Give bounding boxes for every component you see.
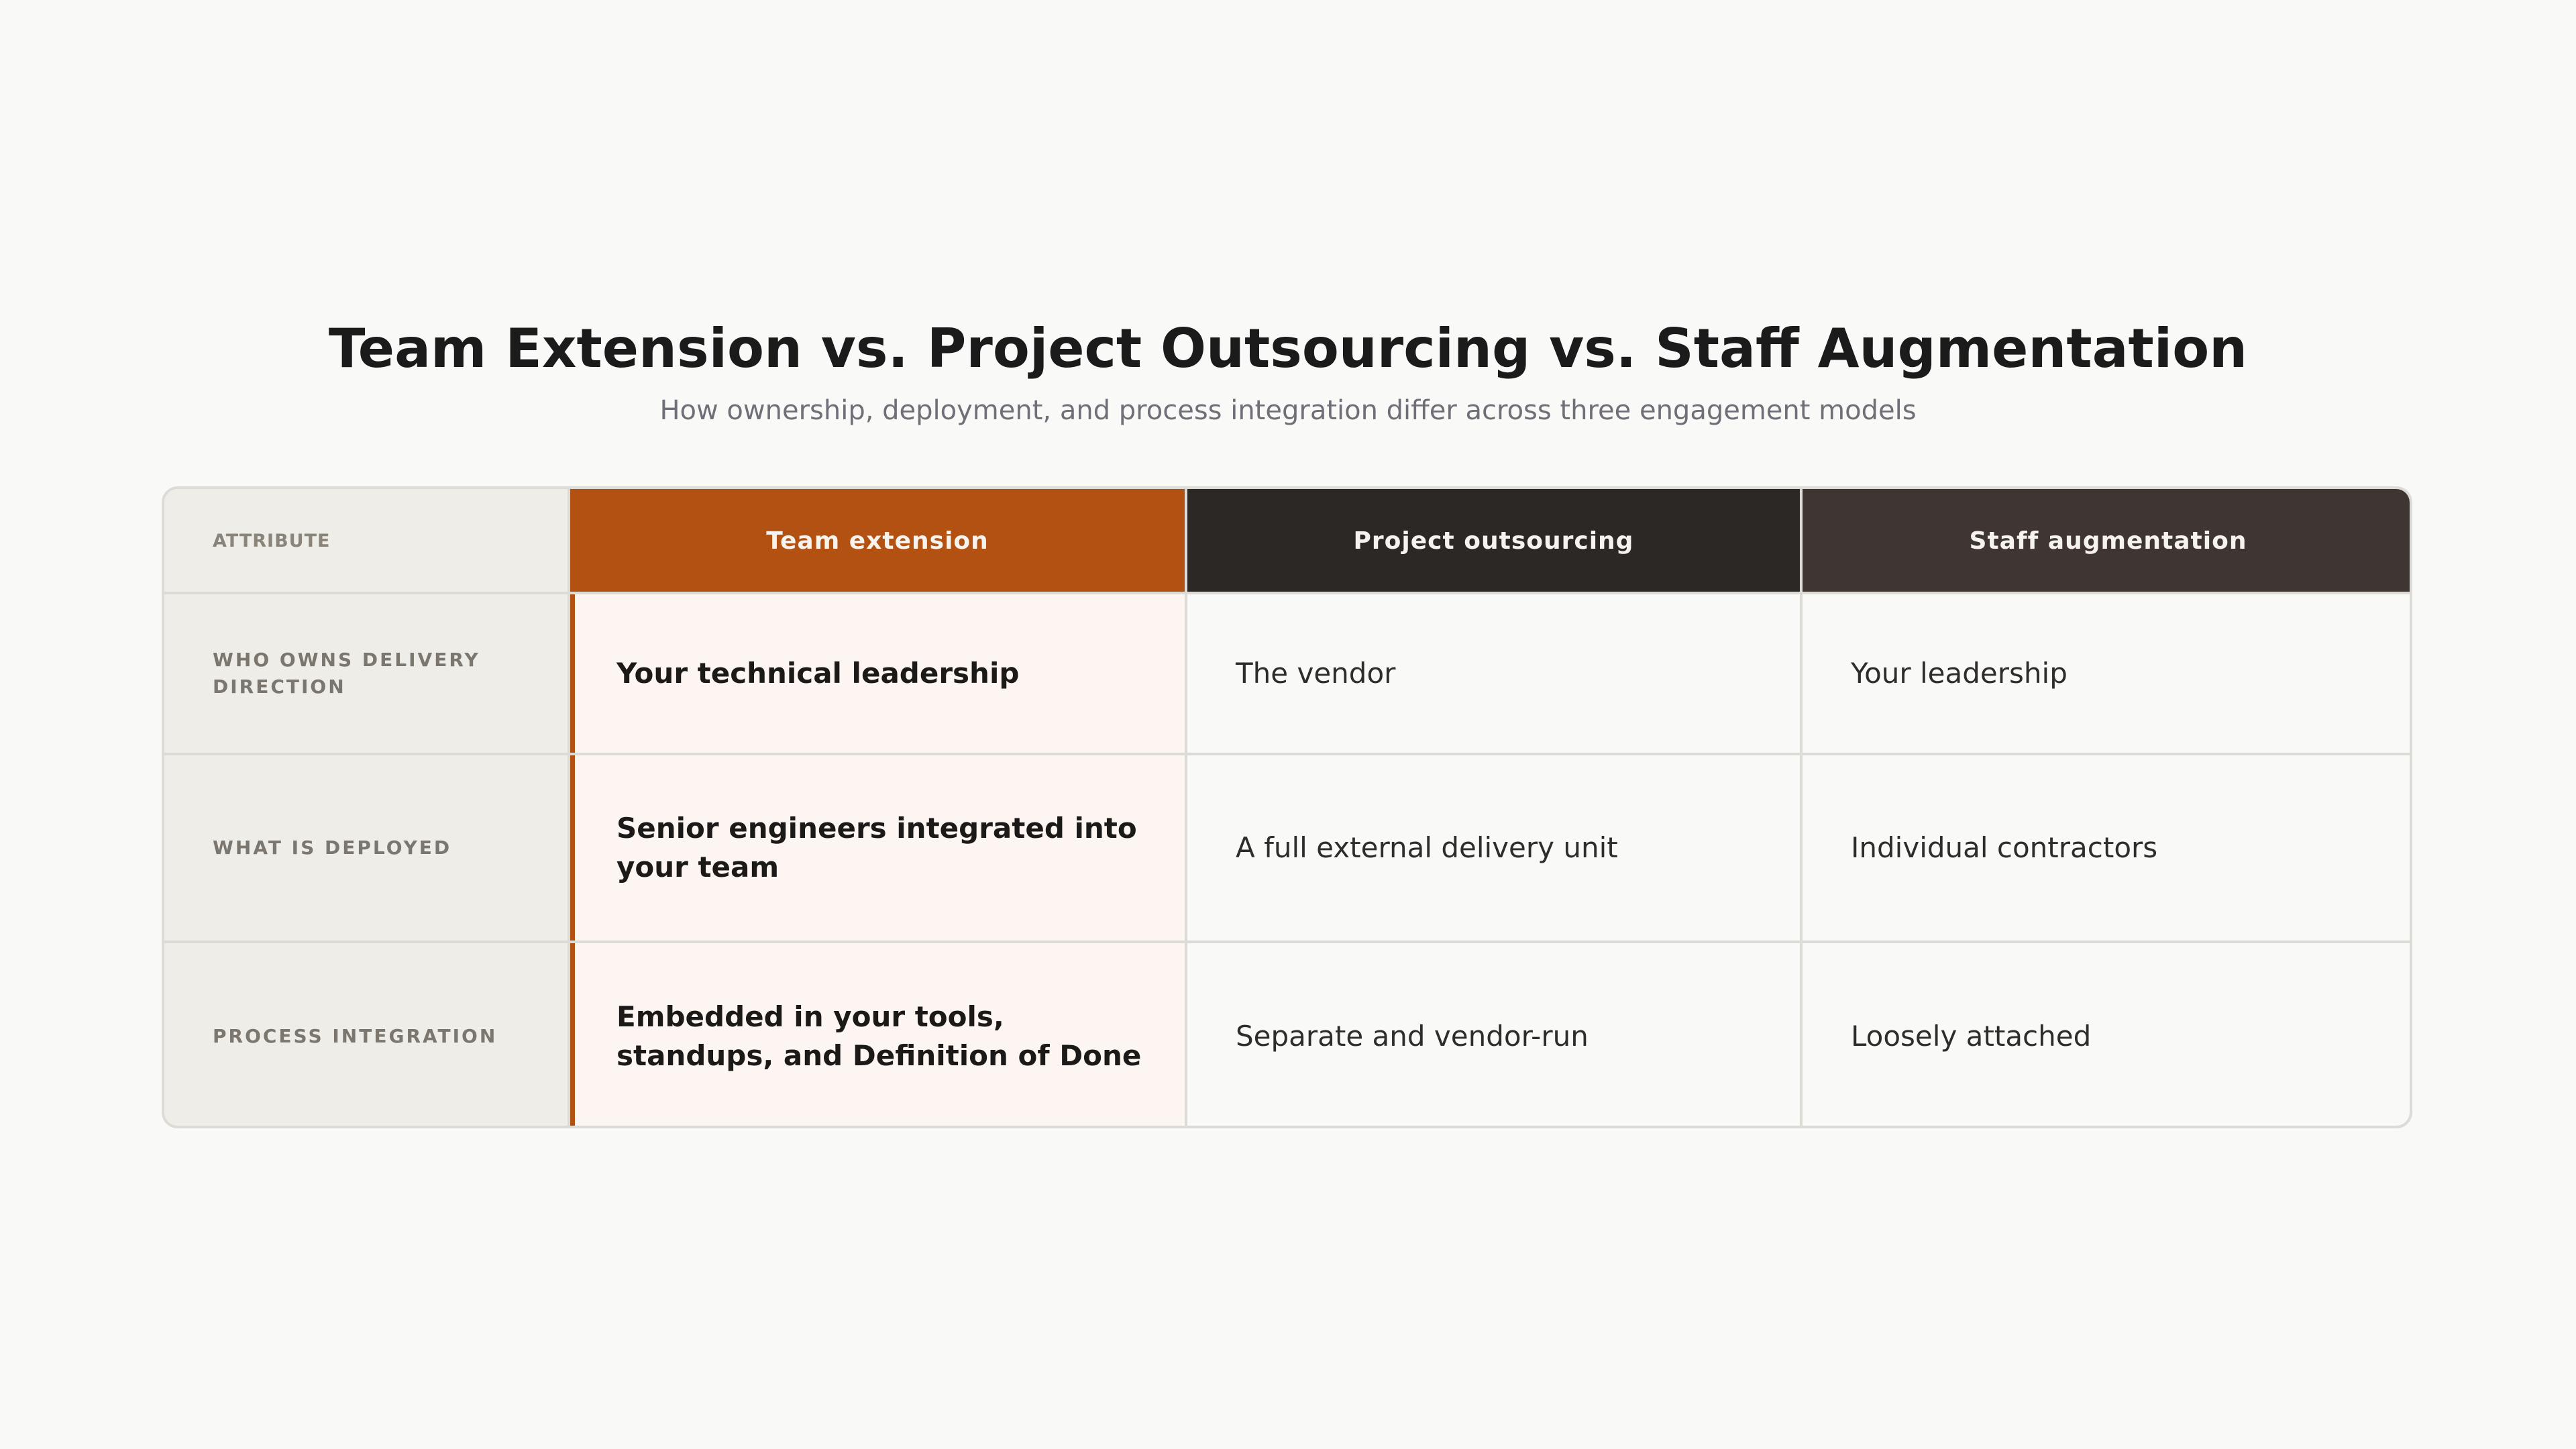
table-row: [164, 593, 2410, 754]
row-divider: [164, 592, 2410, 594]
team-extension-cell: Your technical leadership: [569, 593, 1186, 754]
table-header-row: [164, 489, 2410, 593]
table-row: [164, 942, 2410, 1128]
staff-augmentation-cell: Your leadership: [1851, 657, 2068, 690]
staff-augmentation-cell: Individual contractors: [1851, 831, 2158, 864]
column-divider: [1185, 489, 1187, 1126]
comparison-table: [162, 486, 2412, 1128]
team-extension-cell: Embedded in your tools, standups, and Definition of Done: [569, 942, 1186, 1128]
row-divider: [164, 941, 2410, 943]
chart-subtitle: How ownership, deployment, and process integration differ across three engagement models: [659, 395, 1917, 426]
column-divider: [1800, 489, 1803, 1126]
chart-title: Team Extension vs. Project Outsourcing vs. Staff Augmentation: [328, 317, 2248, 380]
project-outsourcing-cell: The vendor: [1236, 657, 1396, 690]
project-outsourcing-cell: Separate and vendor-run: [1236, 1020, 1589, 1053]
header-team-extension: Team extension: [569, 489, 1186, 593]
row-divider: [164, 753, 2410, 755]
row-attribute-label: PROCESS INTEGRATION: [164, 942, 569, 1128]
header-project-outsourcing: Project outsourcing: [1186, 489, 1801, 593]
header-attribute: ATTRIBUTE: [164, 489, 569, 593]
column-divider: [568, 489, 570, 1126]
team-extension-cell: Senior engineers integrated into your team: [569, 754, 1186, 942]
row-attribute-label: WHO OWNS DELIVERY DIRECTION: [164, 593, 569, 754]
staff-augmentation-cell: Loosely attached: [1851, 1020, 2092, 1053]
project-outsourcing-cell: A full external delivery unit: [1236, 831, 1618, 864]
table-row: [164, 754, 2410, 942]
header-staff-augmentation: Staff augmentation: [1801, 489, 2412, 593]
row-attribute-label: WHAT IS DEPLOYED: [164, 754, 569, 942]
